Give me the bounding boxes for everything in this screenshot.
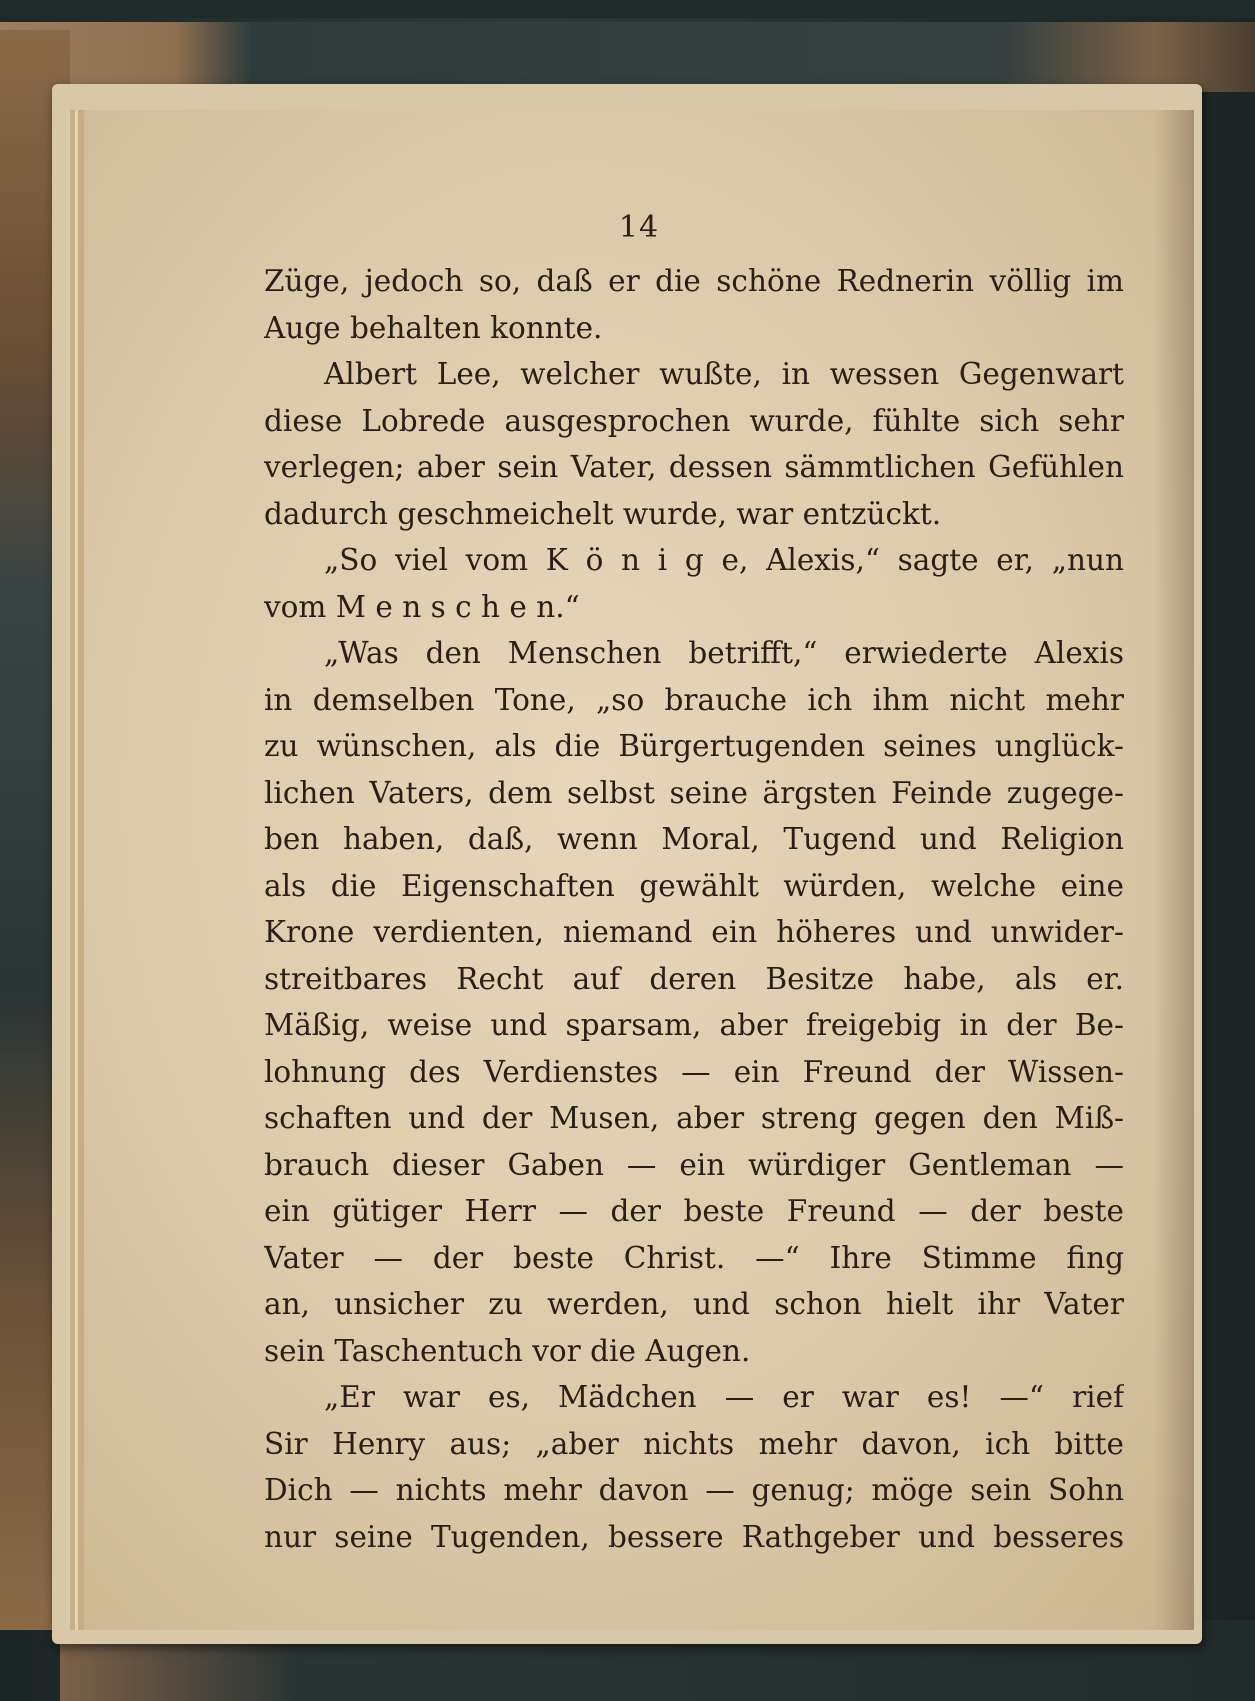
text-line: lohnung des Verdienstes — ein Freund der Wissen- bbox=[264, 1054, 1124, 1089]
text-line: „Er war es, Mädchen — er war es! —“ rief bbox=[324, 1380, 1124, 1414]
text-line: ben haben, daß, wenn Moral, Tugend und Religion bbox=[264, 822, 1124, 856]
text-line: in demselben Tone, „so brauche ich ihm nicht mehr bbox=[264, 682, 1124, 717]
text-line: nur seine Tugenden, bessere Rathgeber und besseres bbox=[264, 1519, 1124, 1554]
text-line: diese Lobrede ausgesprochen wurde, fühlte sich sehr bbox=[264, 403, 1124, 438]
text-line: an, unsicher zu werden, und schon hielt ihr Vater bbox=[264, 1287, 1124, 1321]
text-line: Auge behalten konnte. bbox=[264, 310, 603, 345]
text-line: sein Taschentuch vor die Augen. bbox=[264, 1333, 751, 1368]
page-gutter-shadow bbox=[1154, 110, 1194, 1630]
text-line: schaften und der Musen, aber streng gegen den Miß- bbox=[264, 1101, 1124, 1135]
text-line: dadurch geschmeichelt wurde, war entzückt. bbox=[264, 496, 942, 531]
text-line: ein gütiger Herr — der beste Freund — der beste bbox=[264, 1194, 1124, 1228]
body-text bbox=[264, 258, 1124, 1560]
text-line: verlegen; aber sein Vater, dessen sämmtlichen Gefühlen bbox=[264, 450, 1124, 484]
text-line: Albert Lee, welcher wußte, in wessen Gegenwart bbox=[324, 357, 1124, 391]
text-line: als die Eigenschaften gewählt würden, welche eine bbox=[264, 868, 1124, 903]
text-line: brauch dieser Gaben — ein würdiger Gentleman — bbox=[264, 1147, 1124, 1182]
text-line: Vater — der beste Christ. —“ Ihre Stimme fing bbox=[264, 1240, 1124, 1275]
book-page bbox=[78, 110, 1194, 1630]
page-number: 14 bbox=[618, 210, 660, 245]
text-line: vom M e n s c h e n.“ bbox=[264, 589, 580, 624]
text-line: Mäßig, weise und sparsam, aber freigebig in der Be- bbox=[264, 1008, 1124, 1042]
text-line: „Was den Menschen betrifft,“ erwiederte Alexis bbox=[324, 636, 1124, 670]
cover-leather-top bbox=[0, 22, 1255, 92]
text-line: streitbares Recht auf deren Besitze habe, als er. bbox=[264, 961, 1124, 996]
text-line: zu wünschen, als die Bürgertugenden seines unglück- bbox=[264, 729, 1124, 763]
text-line: Krone verdienten, niemand ein höheres und unwider- bbox=[264, 915, 1124, 949]
text-line: Dich — nichts mehr davon — genug; möge sein Sohn bbox=[264, 1473, 1124, 1507]
text-line: „So viel vom K ö n i g e, Alexis,“ sagte er, „nun bbox=[324, 543, 1124, 577]
text-line: lichen Vaters, dem selbst seine ärgsten Feinde zugege- bbox=[264, 775, 1124, 810]
text-line: Sir Henry aus; „aber nichts mehr davon, ich bitte bbox=[264, 1426, 1124, 1461]
text-line: Züge, jedoch so, daß er die schöne Rednerin völlig im bbox=[264, 264, 1124, 298]
